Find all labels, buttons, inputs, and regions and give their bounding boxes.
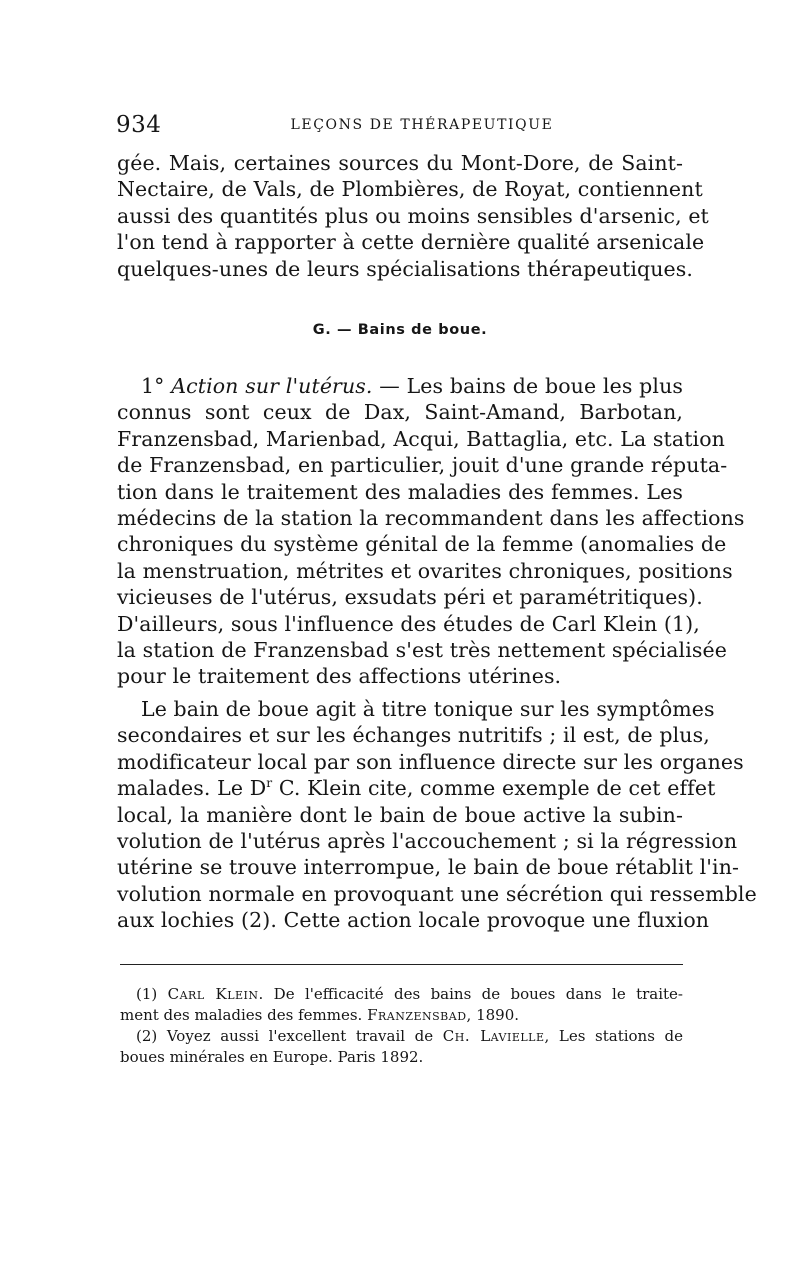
text-line: volution normale en provoquant une sécrétion qui ressemble bbox=[117, 881, 757, 906]
text-line: la station de Franzensbad s'est très nettement spécialisée bbox=[117, 637, 727, 662]
footnote-text: , Les stations de bbox=[544, 1027, 683, 1045]
continuation-paragraph bbox=[117, 150, 709, 282]
footnote-line bbox=[120, 1026, 683, 1047]
line-end: C. Klein cite, comme exemple de cet effet bbox=[272, 776, 716, 801]
second-paragraph bbox=[117, 696, 757, 934]
footnote-marker: (2) bbox=[136, 1027, 158, 1045]
footnote-2 bbox=[120, 1026, 683, 1068]
text-line: médecins de la station la recommandent dans les affections bbox=[117, 505, 745, 530]
text-line bbox=[117, 775, 716, 801]
section-heading: G. — Bains de boue. bbox=[312, 322, 488, 338]
footnote-line: boues minérales en Europe. Paris 1892. bbox=[120, 1048, 424, 1066]
text-line: pour le traitement des affections utérines. bbox=[117, 664, 562, 689]
text-line: utérine se trouve interrompue, le bain de boue rétablit l'in- bbox=[117, 855, 740, 880]
footnote-text: , 1890. bbox=[466, 1006, 520, 1024]
footnote-marker: (1) bbox=[136, 985, 158, 1003]
footnote-line bbox=[120, 1005, 683, 1026]
text-line: local, la manière dont le bain de boue active la subin- bbox=[117, 802, 683, 827]
first-line-rest: — Les bains de boue les plus bbox=[372, 374, 683, 398]
footnote-author: Carl Klein bbox=[167, 985, 259, 1003]
page-number: 934 bbox=[116, 112, 162, 138]
page-header bbox=[116, 112, 688, 142]
footnote-text: . De l'efficacité des bains de boues dans le traite- bbox=[258, 985, 683, 1003]
text-line: la menstruation, métrites et ovarites chroniques, positions bbox=[117, 558, 733, 583]
text-line: aussi des quantités plus ou moins sensibles d'arsenic, et bbox=[117, 203, 709, 228]
footnote-divider bbox=[120, 964, 683, 965]
text-line: quelques-unes de leurs spécialisations thérapeutiques. bbox=[117, 256, 693, 281]
text-line: l'on tend à rapporter à cette dernière qualité arsenicale bbox=[117, 230, 705, 255]
running-title: LEÇONS DE THÉRAPEUTIQUE bbox=[290, 117, 554, 133]
text-line: de Franzensbad, en particulier, jouit d'une grande réputa- bbox=[117, 453, 728, 478]
footnote-place: Franzensbad bbox=[367, 1006, 467, 1024]
text-line: vicieuses de l'utérus, exsudats péri et paramétritiques). bbox=[117, 585, 703, 610]
footnote-1 bbox=[120, 984, 683, 1026]
footnote-text: Voyez aussi l'excellent travail de bbox=[157, 1027, 443, 1045]
text-line: tion dans le traitement des maladies des femmes. Les bbox=[117, 479, 683, 504]
text-line: Franzensbad, Marienbad, Acqui, Battaglia, etc. La station bbox=[117, 426, 725, 451]
line-start: malades. Le D bbox=[117, 776, 267, 801]
superscript: r bbox=[266, 776, 273, 791]
footnote-text: ment des maladies des femmes. bbox=[120, 1006, 368, 1024]
text-line: volution de l'utérus après l'accouchement ; si la régression bbox=[117, 828, 738, 853]
action-paragraph bbox=[117, 373, 745, 690]
footnote-author: Ch. Lavielle bbox=[442, 1027, 545, 1045]
italic-title: Action sur l'utérus. bbox=[171, 374, 373, 398]
text-line: secondaires et sur les échanges nutritifs ; il est, de plus, bbox=[117, 723, 710, 748]
text-line: aux lochies (2). Cette action locale provoque une fluxion bbox=[117, 908, 710, 933]
text-line: Le bain de boue agit à titre tonique sur les symptômes bbox=[141, 697, 715, 721]
text-line: connus sont ceux de Dax, Saint-Amand, Barbotan, bbox=[117, 400, 683, 425]
footnote-line bbox=[120, 984, 683, 1005]
paragraph-number: 1° bbox=[141, 374, 165, 398]
text-line: Nectaire, de Vals, de Plombières, de Royat, contiennent bbox=[117, 177, 703, 202]
text-line: D'ailleurs, sous l'influence des études de Carl Klein (1), bbox=[117, 611, 700, 636]
text-line: gée. Mais, certaines sources du Mont-Dore, de Saint- bbox=[117, 151, 683, 175]
text-line bbox=[117, 373, 683, 399]
text-line: chroniques du système génital de la femme (anomalies de bbox=[117, 532, 727, 557]
text-line: modificateur local par son influence directe sur les organes bbox=[117, 749, 744, 774]
